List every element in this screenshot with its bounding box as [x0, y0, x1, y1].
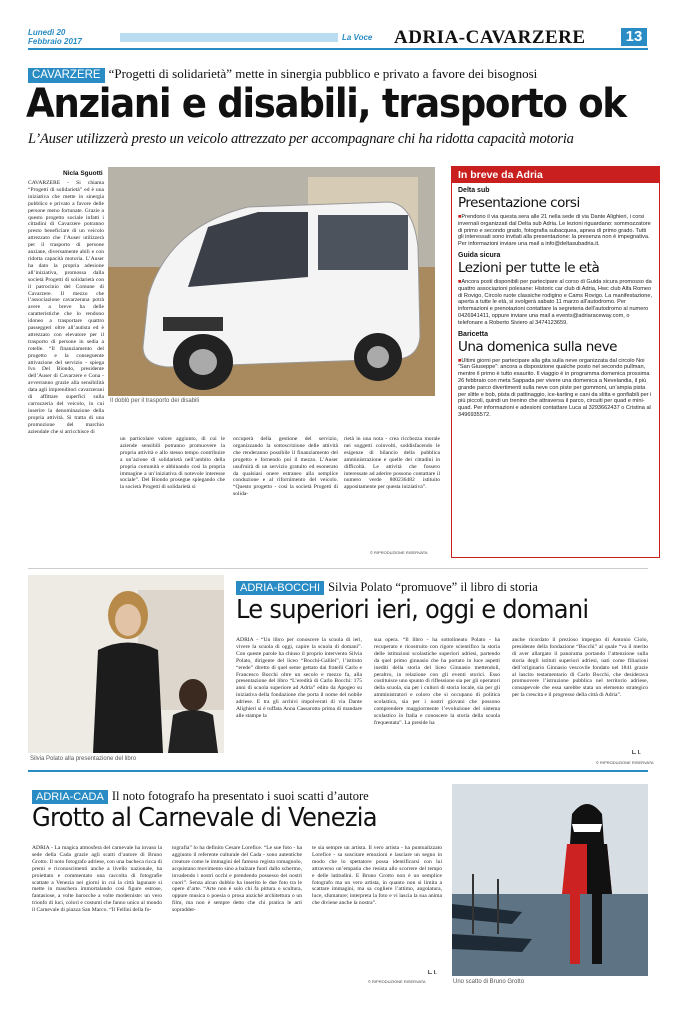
van-image — [108, 167, 435, 396]
art2-photo — [28, 575, 224, 753]
in-breve-item-text: ■ Ultimi giorni per partecipare alla gita sulla neve organizzata dal circolo Noi “San Giuseppe”: ancora a disposizione qualche posto nel secondo pullman, mentre il primo è tutto esaurito. Il viaggio è in programma domenica prossima 26 febbraio con meta Sappada per vivere una domenica a Nevelandia, il più grande parco divertimenti sulla neve con piste per gommoni, un’ampia pista per slitte e bob, pista di pattinaggio, ice-karting e cani da slitta e gonfiabili per i più piccoli, quindi un trenino che attraversa il parco, circuiti per quad e mini-quad. Per informazioni e adesioni contattare Luca al 3293662437 o Cristina al 3496935572. — [458, 358, 653, 419]
art2-col3: anche ricordato il prezioso impegno di Antonio Ciolo, presidente della fondazione “Bocchi” al quale “va il merito di aver allargato il panorama portando l’attenzione sulla storia degli istituti superiori adriesi, nati come filiazioni dell’originario Ginnasio vescovile fondato nel 1841 grazie al lascito testamentario di Carlo Bocchi, che desiderava promuovere l’istruzione pubblica nel territorio adriese, consapevole che essa sarebbe stata un elemento strategico per la crescita e il progresso della città di Adria”. — [512, 637, 648, 699]
in-breve-title: In breve da Adria — [452, 167, 659, 183]
in-breve-section: Baricetta — [458, 330, 488, 338]
divider-1 — [28, 568, 648, 569]
in-breve-item — [452, 252, 659, 327]
in-breve-item — [452, 331, 659, 419]
art1-subhead: L’Auser utilizzerà presto un veicolo attrezzato per accompagnare chi ha ridotta capacità motoria — [28, 131, 574, 147]
art1-reserved: © RIPRODUZIONE RISERVATA — [370, 550, 428, 555]
art1-col1: CAVARZERE - Si chiama “Progetti di solidarietà” ed è una iniziativa che mette in sinergia pubblico e privato a favore delle persone meno fortunate. Grazie a questo progetto sociale infatti i cittadini di Cavarzere potranno presto beneficiare di un veicolo attrezzato che l’Auser utilizzerà per il trasporto di persone anziane, diversamente abili e con ridotta capacità motoria. L’Auser ha dato la propria adesione all’iniziativa, promossa dalla società Progetti di solidarietà con il patrocinio del Comune di Cavarzere. Il mezzo che l’associazione cavarzerana potrà avere a breve ha delle caratteristiche che lo rendono idoneo a trasportare quattro passeggeri oltre all’autista ed è attrezzato con elevatore per il trasporto di persone in sedia a rotelle. “Il finanziamento del progetto e la conseguente attivazione del servizio - spiega Ivo Del Biondo, presidente dell’Auser di Cavarzere e Cona - avverranno grazie alla sensibilità data agli imprenditori cavarzerani di affittare superfici sulla carrozzeria del veicolo, in cui inserire la denominazione della propria attività. Si tratta di una promozione del marchio aziendale che si arricchisce di — [28, 180, 104, 435]
in-breve-section: Guida sicura — [458, 251, 501, 259]
header-paper: La Voce — [342, 33, 373, 42]
art1-col2: un particolare valore aggiunto, di cui le aziende sensibili potranno promuovere la propria attività e allo stesso tempo contribuire a un’azione di solidarietà nell’ambito della propria comunità e abbinando così la propria immagine a un’iniziativa di notevole interesse sociale”. Del Biondo prosegue spiegando che la società Progetti di solidarietà si — [120, 436, 225, 491]
speaker-image — [28, 575, 224, 753]
art3-sig: L. I. — [428, 970, 437, 976]
art2-sig: L. I. — [632, 750, 641, 756]
art2-kicker: ADRIA-BOCCHI — [236, 581, 324, 595]
in-breve-item-text: ■ Prendono il via questa sera alle 21 nella sede di via Dante Alighieri, i corsi invernali organizzati dal Delta sub Adria. Le lezioni riguardano: sommozzatore di primo e secondo grado, fotografia subacquea, apnea di primo grado. Tutti gli interessati sono invitati alla presentazione: la presenza non è impegnativa. Per informazioni inviare una mail a info@deltasubadria.it. — [458, 214, 653, 248]
in-breve-item-title: Una domenica sulla neve — [458, 338, 617, 355]
art3-photo — [452, 784, 648, 976]
art3-kicker-text: Il noto fotografo ha presentato i suoi scatti d’autore — [111, 789, 369, 803]
header-section: ADRIA-CAVARZERE — [394, 27, 586, 48]
art2-col2: sua opera. “Il libro - ha sottolineato Polato - ha recuperato e ricostruito con rigore scientifico la storia delle istituzioni scolastiche superiori adriesi, partendo da quel primo ginnasio che ha portato in luce aspetti inediti della storia del liceo Ginnasio mettendoli, peraltro, in relazione con gli eventi storici. Esso costituisce uno spunto di riflessione sia per gli operatori della scuola, sia per i cultori di storia locale, sia per gli amministratori e coloro che si occupano di politica scolastica, sia per i nostri giovani che possono comprendere maggiormente l’evoluzione del sistema scolastico in Italia e conoscere la storia della scuola frequentata”. La preside ha — [374, 637, 500, 726]
art3-caption: Uno scatto di Bruno Grotto — [453, 979, 525, 985]
art1-kicker-text: “Progetti di solidarietà” mette in sinergia pubblico e privato a favore dei bisognosi — [108, 66, 538, 81]
divider-2 — [28, 770, 648, 772]
art2-caption: Silvia Polato alla presentazione del libro — [30, 756, 137, 762]
art3-col2: tografia” lo ha definito Cesare Lorefice. “Le sue foto - ha aggiunto il referente culturale del Cada - sono autentiche creature come le immagini del famoso regista romagnolo, acquistano movimento sino a balzare fuori dallo schermo, invadendo i nostri occhi e prendendo possesso dei nostri cuori”. Senza alcun dubbio ha inserito le due foto tra le opere d’arte. “Arte non è solo chi fa pittura o scultura, oppure musica o poesia o prosa anziché architettura o un film, ma non è sempre detto che chi pratica le arti sopraddet- — [172, 845, 302, 914]
art1-col4: rietà in una nota - crea ricchezza morale nei soggetti coinvolti, soddisfacendo le esigenze di bilancio della pubblica amministrazione e quelle dei cittadini in difficoltà. Le attività che fossero interessate ad aderire possono contattare il numero verde 800236482 istituito appositamente per questa iniziativa”. — [344, 436, 440, 491]
in-breve-item — [452, 187, 659, 248]
in-breve-section: Delta sub — [458, 187, 490, 194]
art3-kicker: ADRIA-CADA — [32, 790, 108, 804]
in-breve-item-text: ■ Ancora posti disponibili per partecipare al corso di Guida sicura promosso da quattro associazioni polesane: Historic car club di Adria, Hwc club Alfa Romeo di Rovigo, Circolo ruote classiche rodigino e Cams Rovigo. La manifestazione, aperta a tutte le età, si svolgerà sabato 11 marzo all’autodromo. Per informazioni e prenotazioni contattare la segreteria dell’autodromo al numero 0426941411, oppure inviare una mail a events@adriaraceway.com, o telefonare a Roberto Siviero al 3474123659. — [458, 279, 653, 327]
art3-reserved: © RIPRODUZIONE RISERVATA — [368, 979, 426, 984]
art3-headline: Grotto al Carnevale di Venezia — [32, 803, 377, 833]
art2-reserved: © RIPRODUZIONE RISERVATA — [596, 760, 654, 765]
art1-caption: Il doblò per il trasporto dei disabili — [110, 398, 200, 404]
art1-photo — [108, 167, 435, 396]
art2-kicker-text: Silvia Polato “promuove” il libro di storia — [328, 580, 538, 594]
header-bar — [120, 33, 338, 42]
header-day: Lunedì 20 — [28, 28, 66, 37]
in-breve-box — [451, 166, 660, 558]
art1-col3: occuperà della gestione del servizio, organizzando la sottoscrizione delle attività che renderanno possibile il finanziamento del progetto e fornendo poi il mezzo. L’Auser usufruirà di un servizio gratuito ed esonerato da qualsiasi onere estraneo alla semplice conduzione e al rifornimento del veicolo. “Questo progetto - così la società Progetti di solida- — [233, 436, 338, 498]
in-breve-item-title: Presentazione corsi — [458, 195, 580, 211]
art3-col3: te sia sempre un artista. Il vero artista - ha puntualizzato Lorefice - sa suscitare emozioni e lasciare un segno in modo che lo spettatore possa identificarsi con lui attraverso un’empatia che resista allo scorrere del tempo e delle latitudini. E Bruno Grotto non è un semplice fotografo ma un vero artista, in quanto non si limita a scattare immagini, ma sa cogliere l’attimo, angolatura, luce, sfumature; interpreta la foto e vi lascia la sua anima che diviene anche la nostra”. — [312, 845, 442, 907]
in-breve-item-title: Lezioni per tutte le età — [458, 259, 600, 276]
art2-col1: ADRIA - “Un libro per conoscere la scuola di ieri, vivere la scuola di oggi, capire la scuola di domani”. Con queste parole ha chiuso il proprio intervento Silvia Polato, dirigente del liceo “Bocchi-Galilei”, l’istituto “erede” diretto di quel seme gettato dai fratelli Carlo e Francesco Bocchi oltre un secolo e mezzo fa, alla presentazione del libro “L’eredità di Carlo Bocchi: 175 anni di scuola superiore ad Adria” edito da Apogeo su iniziativa della fondazione che porta il nome del nobile adriese. E tra gli archivi impolverati di via Dante Alighieri si è tuffata Anna Cassarotto prima di mandare alle stampe la — [236, 637, 362, 719]
carnival-image — [452, 784, 648, 976]
header-rule — [28, 48, 648, 50]
art3-col1: ADRIA - La magica atmosfera del carnevale ha invaso la sede della Cada grazie agli scatti d’autore di Bruno Grotto. Il noto fotografo adriese, con una bacheca ricca di premi e riconoscimenti anche a livello nazionale, ha proiettato e commentato una raccolta di fotografie scattate a Venezia nei giorni in cui la città lagunare si mette in maschera immortalando così figure estrose, fantasiose, a volte barocche a volte moderniste: un vero trionfo di luci, colori e costumi che fanno unico al mondo il Carnevale di piazza San Marco. “Il Fellini della fo- — [32, 845, 162, 914]
art1-headline: Anziani e disabili, trasporto ok — [26, 81, 626, 127]
art1-kicker: CAVARZERE — [28, 68, 105, 83]
art2-headline: Le superiori ieri, oggi e domani — [236, 595, 589, 625]
art1-byline: Nicla Sguotti — [63, 170, 103, 177]
header-date — [28, 28, 82, 46]
page-number: 13 — [621, 28, 647, 46]
header-month: Febbraio 2017 — [28, 37, 82, 46]
